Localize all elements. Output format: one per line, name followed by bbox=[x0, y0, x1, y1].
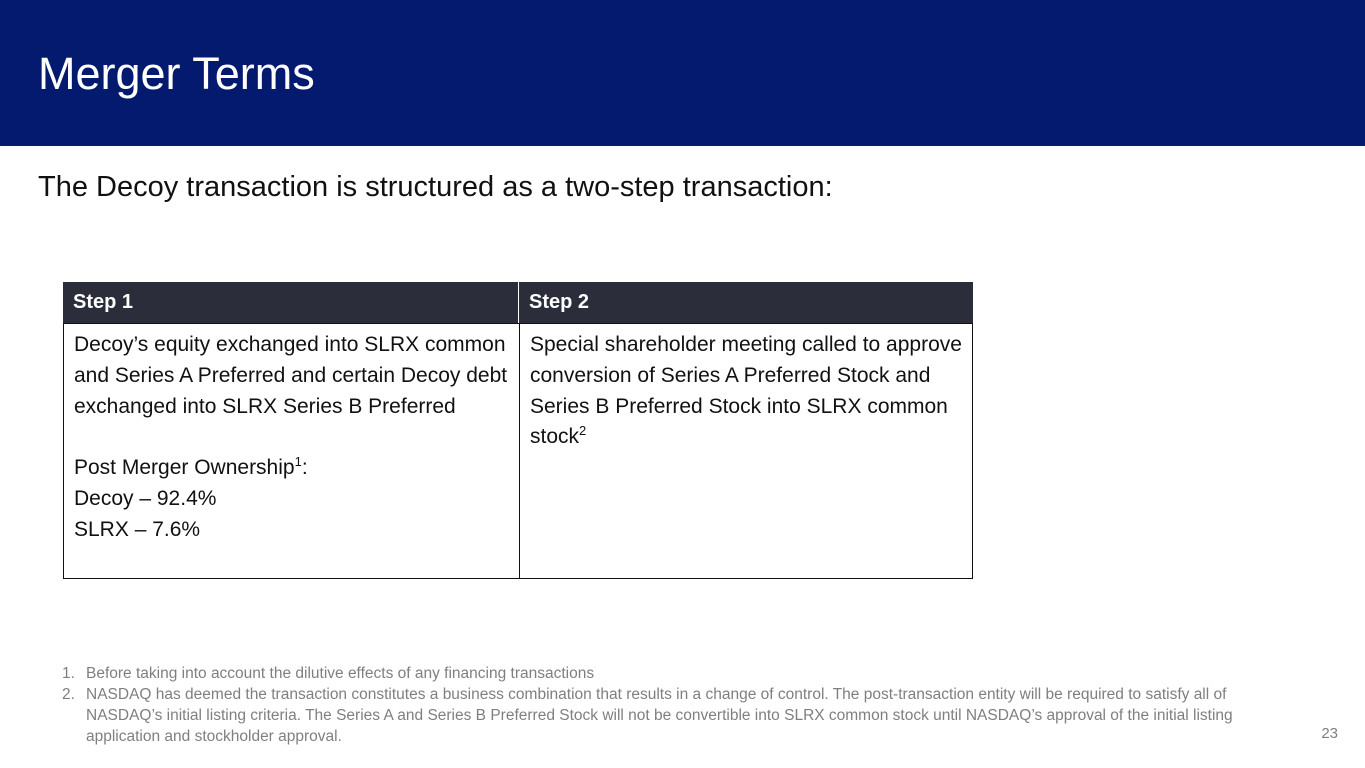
step-2-description: Special shareholder meeting called to approve conversion of Series A Preferred Stock and Series B Preferred Stock into SLRX common stock bbox=[530, 333, 962, 449]
ownership-heading bbox=[74, 453, 509, 484]
header-step-2: Step 2 bbox=[518, 282, 973, 323]
spacer bbox=[74, 422, 509, 453]
footnote-ref-2: 2 bbox=[579, 423, 587, 439]
slide-title: Merger Terms bbox=[38, 48, 315, 99]
slrx-ownership: SLRX – 7.6% bbox=[74, 517, 201, 541]
footnote-text: Before taking into account the dilutive effects of any financing transactions bbox=[86, 665, 595, 682]
footnotes bbox=[62, 663, 1302, 747]
footnote-2 bbox=[62, 684, 1302, 747]
footnote-number: 1. bbox=[62, 665, 75, 682]
table-body-row bbox=[63, 323, 973, 579]
decoy-ownership: Decoy – 92.4% bbox=[74, 487, 217, 511]
step-1-cell bbox=[64, 324, 519, 578]
step-2-description-line bbox=[530, 330, 963, 453]
ownership-label: Post Merger Ownership bbox=[74, 456, 295, 480]
header-step-1: Step 1 bbox=[73, 291, 134, 313]
footnote-number: 2. bbox=[62, 686, 75, 703]
slide-subtitle: The Decoy transaction is structured as a two-step transaction: bbox=[38, 171, 833, 203]
page-number: 23 bbox=[1321, 725, 1338, 742]
steps-table bbox=[63, 282, 973, 579]
ownership-colon: : bbox=[301, 456, 308, 480]
footnote-text: NASDAQ has deemed the transaction constitutes a business combination that results in a change of control. The post-transaction entity will be required to satisfy all of NASDAQ’s initial listing criteria. The Series A and Series B Preferred Stock will not be convertible into SLRX common stock until NASDAQ’s approval of the initial listing application and stockholder approval. bbox=[86, 686, 1233, 745]
footnote-1 bbox=[62, 663, 1302, 684]
table-header-row bbox=[63, 282, 973, 323]
step-2-cell bbox=[519, 324, 973, 578]
step-1-description: Decoy’s equity exchanged into SLRX common and Series A Preferred and certain Decoy debt exchanged into SLRX Series B Preferred bbox=[74, 333, 508, 418]
footnote-ref-1: 1 bbox=[294, 454, 302, 470]
